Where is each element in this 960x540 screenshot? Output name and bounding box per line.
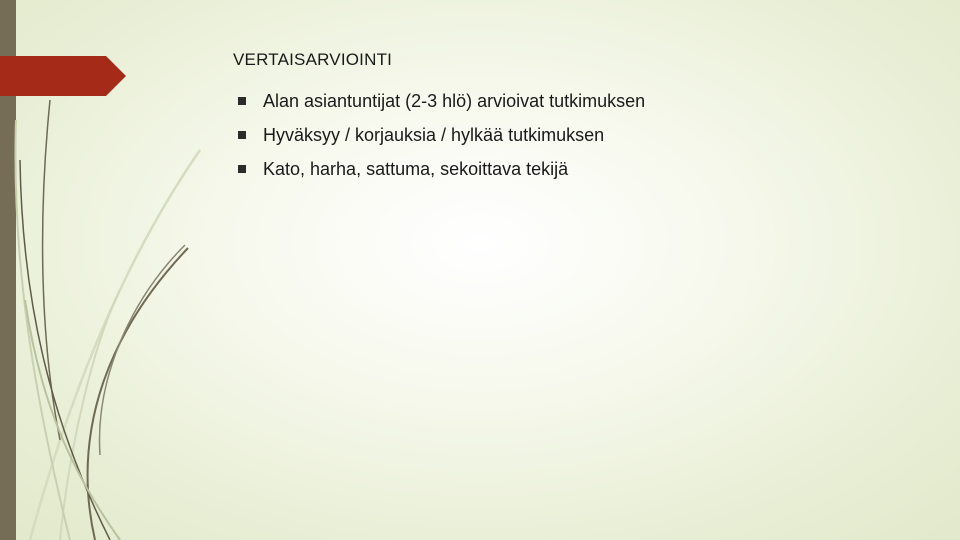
- bullet-item-1: [236, 84, 645, 118]
- bullet-item-2: [236, 118, 645, 152]
- bullet-list: [236, 84, 645, 186]
- swoosh-dark-2: [100, 245, 185, 455]
- slide-title: VERTAISARVIOINTI: [233, 50, 393, 69]
- square-bullet-icon: [238, 165, 246, 173]
- swoosh-light-3: [15, 120, 70, 540]
- bullet-text-1: Alan asiantuntijat (2-3 hlö) arvioivat tutkimuksen: [263, 90, 646, 111]
- bullet-item-3: [236, 152, 645, 186]
- swoosh-dark-1: [88, 248, 188, 540]
- square-bullet-icon: [238, 97, 246, 105]
- bullet-text-3: Kato, harha, sattuma, sekoittava tekijä: [263, 158, 569, 179]
- bullet-text-2: Hyväksyy / korjauksia / hylkää tutkimuksen: [263, 124, 605, 145]
- square-bullet-icon: [238, 131, 246, 139]
- title-accent-tab: [0, 56, 126, 96]
